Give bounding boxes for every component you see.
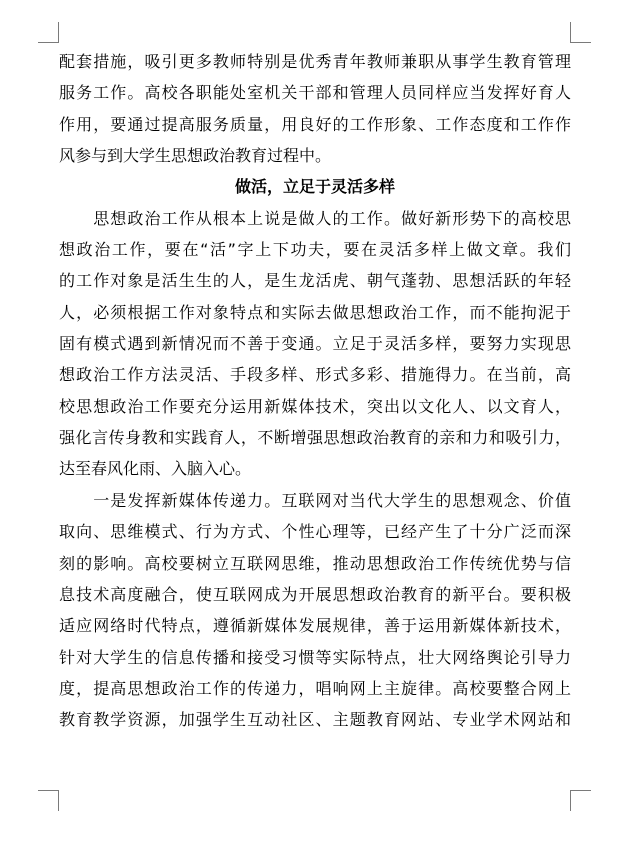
text-line: 固有模式遇到新情况而不善于变通。立足于灵活多样，要努力实现思 <box>59 334 571 354</box>
text-line: 度，提高思想政治工作的传递力，唱响网上主旋律。高校要整合网上 <box>59 678 571 698</box>
crop-mark-top-left <box>38 22 59 43</box>
text-line: 服务工作。高校各职能处室机关干部和管理人员同样应当发挥好育人 <box>59 83 571 103</box>
section-heading: 做活，立足于灵活多样 <box>234 177 395 197</box>
crop-mark-bottom-right <box>570 790 591 811</box>
text-line: 教育教学资源，加强学生互动社区、主题教育网站、专业学术网站和 <box>59 710 571 730</box>
text-line: 校思想政治工作要充分运用新媒体技术，突出以文化人、以文育人， <box>59 396 571 416</box>
text-line: 思想政治工作从根本上说是做人的工作。做好新形势下的高校思 <box>59 208 571 228</box>
text-line: 风参与到大学生思想政治教育过程中。 <box>59 146 332 166</box>
text-line: 想政治工作，要在“活”字上下功夫，要在灵活多样上做文章。我们 <box>59 240 571 260</box>
crop-mark-bottom-left <box>38 790 59 811</box>
text-line: 刻的影响。高校要树立互联网思维，推动思想政治工作传统优势与信 <box>59 553 571 573</box>
text-line: 想政治工作方法灵活、手段多样、形式多彩、措施得力。在当前，高 <box>59 365 571 385</box>
text-line: 配套措施，吸引更多教师特别是优秀青年教师兼职从事学生教育管理 <box>59 52 571 71</box>
text-line: 针对大学生的信息传播和接受习惯等实际特点，壮大网络舆论引导力 <box>59 647 571 667</box>
text-line: 人，必须根据工作对象特点和实际去做思想政治工作，而不能拘泥于 <box>59 302 571 322</box>
text-line: 的工作对象是活生生的人，是生龙活虎、朝气蓬勃、思想活跃的年轻 <box>59 271 571 291</box>
text-line: 一是发挥新媒体传递力。互联网对当代大学生的思想观念、价值 <box>59 490 571 510</box>
crop-mark-top-right <box>570 22 591 43</box>
text-line: 作用，要通过提高服务质量，用良好的工作形象、工作态度和工作作 <box>59 114 571 134</box>
text-line: 取向、思维模式、行为方式、个性心理等，已经产生了十分广泛而深 <box>59 522 571 542</box>
text-line: 适应网络时代特点，遵循新媒体发展规律，善于运用新媒体新技术， <box>59 616 571 636</box>
text-line: 达至春风化雨、入脑入心。 <box>59 459 252 479</box>
text-line: 强化言传身教和实践育人，不断增强思想政治教育的亲和力和吸引力， <box>59 428 571 448</box>
document-body[interactable] <box>59 46 571 736</box>
text-line: 息技术高度融合，使互联网成为开展思想政治教育的新平台。要积极 <box>59 584 571 604</box>
